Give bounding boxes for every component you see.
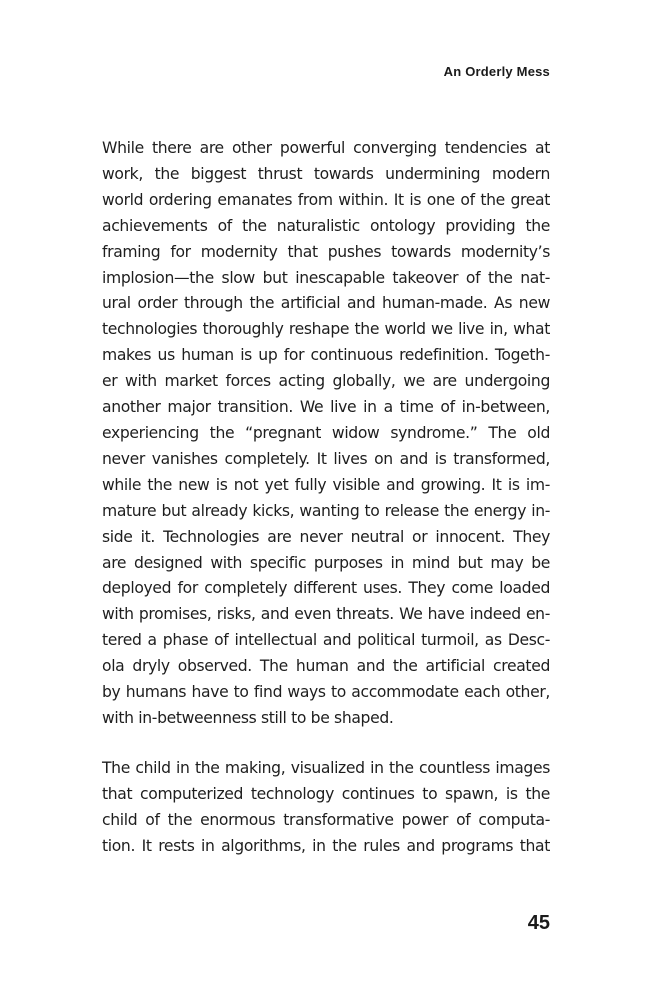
body-text <box>102 136 550 859</box>
text-line: ola dryly observed. The human and the artificial created <box>102 657 550 676</box>
text-line: work, the biggest thrust towards undermining modern <box>102 164 550 183</box>
text-line: tion. It rests in algorithms, in the rules and programs that <box>102 836 550 855</box>
text-line: tered a phase of intellectual and political turmoil, as Desc- <box>102 631 550 650</box>
text-line: by humans have to find ways to accommodate each other, <box>102 683 550 702</box>
text-line: never vanishes completely. It lives on and is transformed, <box>102 449 550 468</box>
text-line: child of the enormous transformative power of computa- <box>102 810 550 829</box>
text-line: side it. Technologies are never neutral or innocent. They <box>102 527 550 546</box>
text-line: deployed for completely different uses. They come loaded <box>102 579 550 598</box>
text-line: another major transition. We live in a time of in-between, <box>102 398 550 417</box>
paragraph-1 <box>102 136 550 732</box>
running-header: An Orderly Mess <box>443 64 550 79</box>
text-line: that computerized technology continues to spawn, is the <box>102 784 550 803</box>
text-line: with in-betweenness still to be shaped. <box>102 708 394 727</box>
page-number: 45 <box>527 912 550 934</box>
text-line: implosion—the slow but inescapable takeover of the nat- <box>102 268 550 287</box>
text-line: ural order through the artificial and human-made. As new <box>102 294 550 313</box>
text-line: are designed with specific purposes in mind but may be <box>102 553 550 572</box>
text-line: achievements of the naturalistic ontology providing the <box>102 216 550 235</box>
text-line: world ordering emanates from within. It is one of the great <box>102 190 550 209</box>
text-line: While there are other powerful converging tendencies at <box>102 139 550 157</box>
text-line: experiencing the “pregnant widow syndrome.” The old <box>102 423 550 442</box>
text-line: framing for modernity that pushes towards modernity’s <box>102 242 550 261</box>
text-line: mature but already kicks, wanting to release the energy in- <box>102 501 550 520</box>
text-line: technologies thoroughly reshape the world we live in, what <box>102 320 550 339</box>
text-line: makes us human is up for continuous redefinition. Togeth- <box>102 346 550 365</box>
paragraph-2 <box>102 756 550 860</box>
text-line: er with market forces acting globally, we are undergoing <box>102 372 550 391</box>
text-line: while the new is not yet fully visible and growing. It is im- <box>102 475 550 494</box>
text-line: with promises, risks, and even threats. We have indeed en- <box>102 605 550 624</box>
text-line: The child in the making, visualized in the countless images <box>102 758 550 777</box>
